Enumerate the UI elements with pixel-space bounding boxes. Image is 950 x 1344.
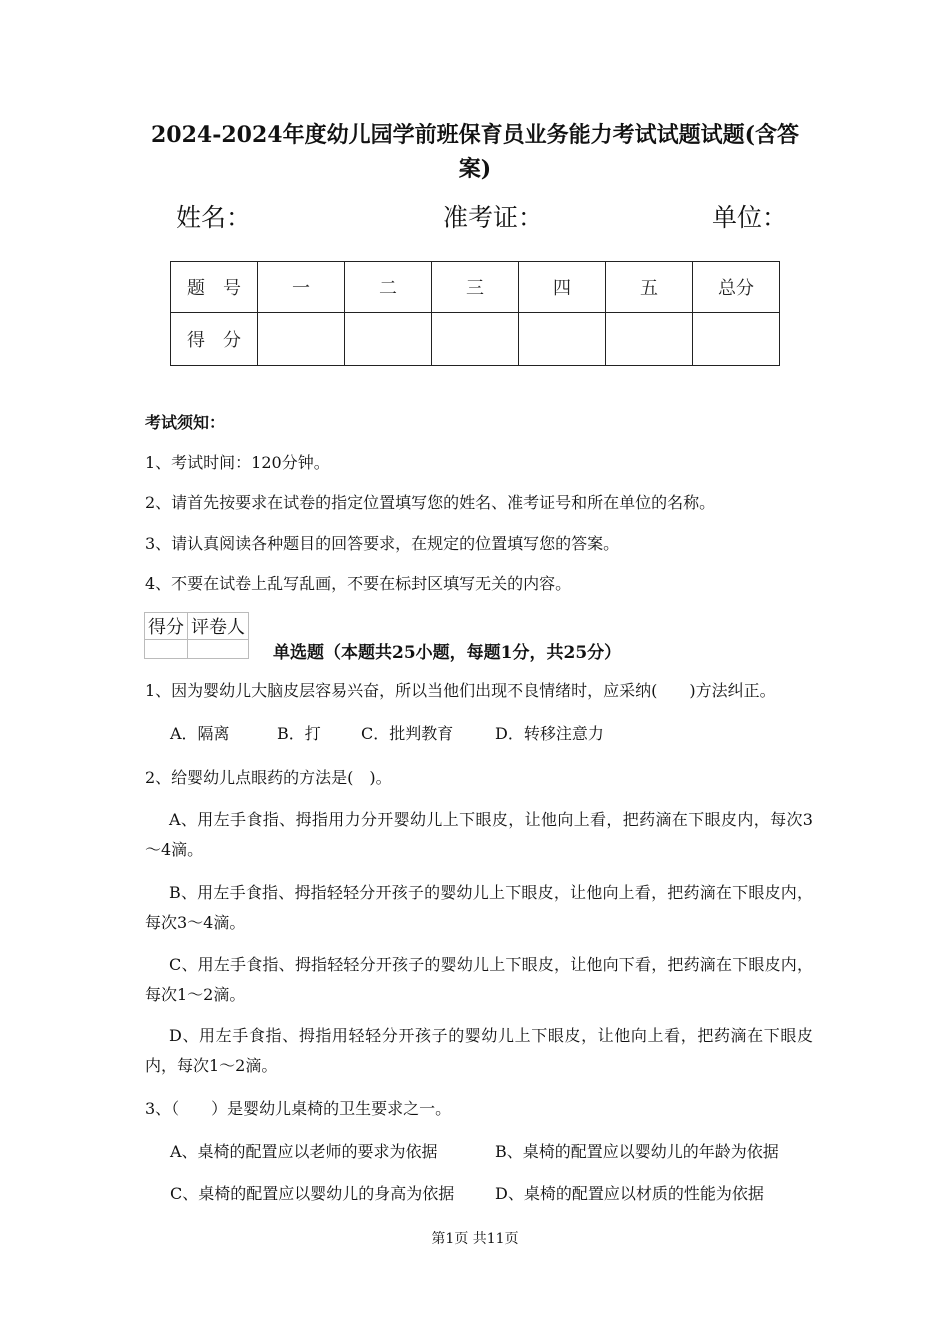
score-table-header-cell: 三	[432, 262, 519, 313]
notice-item: 2、请首先按要求在试卷的指定位置填写您的姓名、准考证号和所在单位的名称。	[145, 493, 716, 512]
score-table-header-cell: 二	[345, 262, 432, 313]
page-title: 2024-2024年度幼儿园学前班保育员业务能力考试试题试题(含答案)	[150, 122, 799, 182]
option-b: B、桌椅的配置应以婴幼儿的年龄为依据	[495, 1142, 779, 1161]
option-a: A．隔离	[170, 724, 230, 743]
score-table-header-row	[171, 262, 780, 313]
grader-score-label: 得分	[145, 613, 188, 640]
option-c: C、用左手食指、拇指轻轻分开孩子的婴幼儿上下眼皮，让他向下看，把药滴在下眼皮内，每次1～2滴。	[145, 955, 813, 1004]
section-title: 单选题（本题共25小题，每题1分，共25分）	[273, 643, 622, 663]
page-footer: 第1页 共11页	[431, 1231, 519, 1247]
option-a: A、用左手食指、拇指用力分开婴幼儿上下眼皮，让他向上看，把药滴在下眼皮内，每次3～4滴。	[145, 810, 813, 859]
option-b: B、用左手食指、拇指轻轻分开孩子的婴幼儿上下眼皮，让他向上看，把药滴在下眼皮内，每次3～4滴。	[145, 883, 813, 932]
score-cell[interactable]	[432, 313, 519, 366]
exam-id-label: 准考证：	[443, 203, 544, 232]
notice-title: 考试须知：	[145, 413, 226, 432]
score-table	[170, 261, 780, 366]
option-a: A、桌椅的配置应以老师的要求为依据	[170, 1142, 438, 1161]
score-cell[interactable]	[345, 313, 432, 366]
grader-score-cell[interactable]	[145, 640, 188, 659]
option-c: C．批判教育	[361, 724, 454, 743]
name-label: 姓名：	[176, 203, 252, 232]
option-d: D、用左手食指、拇指用轻轻分开孩子的婴幼儿上下眼皮，让他向上看，把药滴在下眼皮内，每次1～2滴。	[145, 1026, 813, 1075]
question-stem: 1、因为婴幼儿大脑皮层容易兴奋，所以当他们出现不良情绪时，应采纳( )方法纠正。	[145, 681, 776, 700]
option-b: B．打	[277, 724, 321, 743]
score-cell[interactable]	[519, 313, 606, 366]
score-cell[interactable]	[693, 313, 780, 366]
score-row-label: 得 分	[171, 313, 258, 366]
score-table-header-cell: 四	[519, 262, 606, 313]
notice-item: 4、不要在试卷上乱写乱画，不要在标封区填写无关的内容。	[145, 574, 572, 593]
grader-table	[144, 612, 249, 659]
grader-name-cell[interactable]	[188, 640, 249, 659]
option-c: C、桌椅的配置应以婴幼儿的身高为依据	[170, 1184, 455, 1203]
score-table-header-cell: 总分	[693, 262, 780, 313]
question-stem: 3、（ ）是婴幼儿桌椅的卫生要求之一。	[145, 1099, 452, 1118]
notice-item: 1、考试时间：120分钟。	[145, 453, 330, 472]
question-stem: 2、给婴幼儿点眼药的方法是( )。	[145, 768, 392, 787]
unit-label: 单位：	[712, 203, 788, 232]
score-table-score-row	[171, 313, 780, 366]
grader-name-label: 评卷人	[188, 613, 249, 640]
score-table-header-cell: 五	[606, 262, 693, 313]
score-cell[interactable]	[258, 313, 345, 366]
score-table-header-cell: 一	[258, 262, 345, 313]
notice-item: 3、请认真阅读各种题目的回答要求，在规定的位置填写您的答案。	[145, 534, 620, 553]
option-d: D、桌椅的配置应以材质的性能为依据	[495, 1184, 764, 1203]
score-cell[interactable]	[606, 313, 693, 366]
option-d: D．转移注意力	[495, 724, 604, 743]
score-table-header-cell: 题 号	[171, 262, 258, 313]
